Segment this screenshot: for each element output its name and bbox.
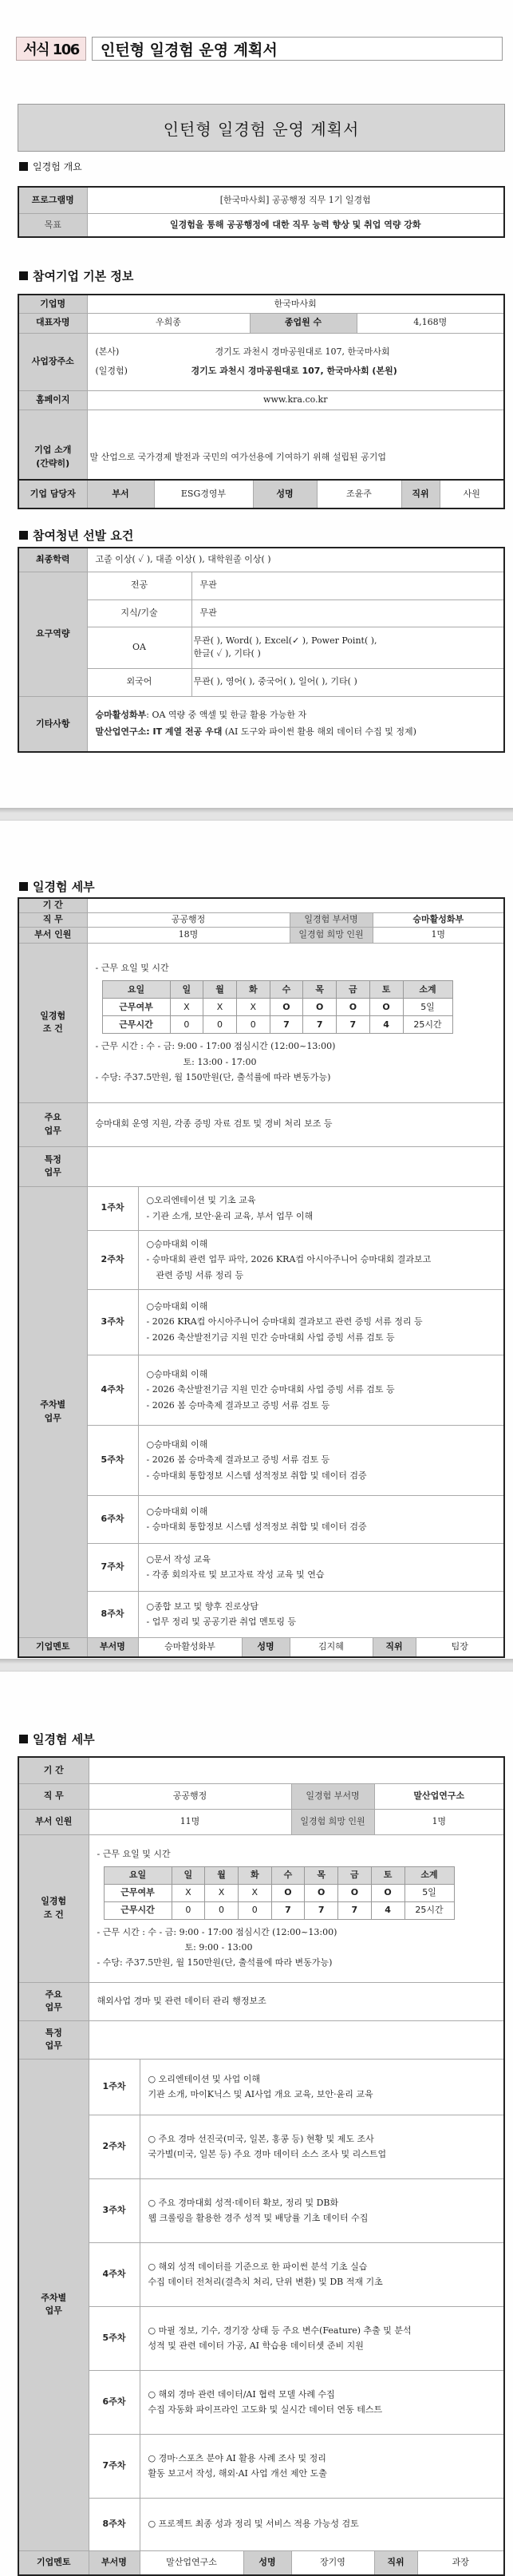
schedule-header: 월 [205,1866,239,1884]
schedule-header: 소계 [403,981,452,999]
schedule-header: 금 [337,981,370,999]
week-line: 수집 자동화 파이프라인 고도화 및 실시간 데이터 연동 테스트 [148,2404,383,2415]
section-label: 일경험 개요 [33,161,82,172]
period-value [87,898,504,912]
week-label: 4주차 [89,2242,140,2306]
schedule-cell: 근무여부 [102,999,170,1016]
contact-position-label: 직위 [401,480,440,508]
week-line: 웹 크롤링을 활용한 경주 성적 및 배당률 기초 데이터 수집 [148,2213,369,2223]
schedule-cell: X [203,999,237,1016]
week-content [138,1355,504,1425]
staff-value: 18명 [87,927,290,943]
schedule-header: 요일 [102,981,170,999]
work-condition-label [18,1834,89,1982]
hire-value: 1명 [373,927,504,943]
job-label: 직 무 [18,912,87,927]
goal-label: 목표 [18,213,87,237]
schedule-cell: O [270,999,303,1016]
week-content [138,1425,504,1495]
company-name-label: 기업명 [18,295,87,313]
week-content [138,1543,504,1591]
period-value [89,1757,504,1783]
ceo-label: 대표자명 [18,313,87,333]
mentor-dept-label: 부서명 [87,1637,138,1657]
special-duty-value [89,2020,504,2059]
week-line: ○승마대회 이해 [146,1439,208,1450]
ceo-value: 우희종 [87,313,250,333]
education-label: 최종학력 [18,548,87,572]
address-label: 사업장주소 [18,333,87,390]
overview-table [18,186,505,238]
hire-value: 1명 [374,1809,504,1834]
week-content [138,1186,504,1230]
week-line: ○ 해외 경마 관련 데이터/AI 협력 모델 사례 수집 [148,2388,335,2400]
hire-label: 일경험 희망 인원 [290,927,373,943]
special-duty-value [87,1146,504,1186]
week-label: 1주차 [87,1186,138,1230]
other-value [87,696,504,752]
hours-line-1: - 근무 시간 : 수 - 금: 9:00 - 17:00 점심시간 (12:00~13:00) [97,1926,337,1937]
schedule-header: 화 [236,981,270,999]
week-line: - 2026 KRA컵 아시아주니어 승마대회 결과보고 관련 증빙 서류 정리 등 [146,1316,423,1328]
week-line: 관련 증빙 서류 정리 등 [156,1269,244,1280]
details-table-1 [18,897,505,1658]
week-label: 6주차 [87,1495,138,1543]
main-duty-value: 해외사업 경마 및 관련 데이터 관리 행정보조 [89,1982,504,2020]
section-title-requirements [19,527,133,544]
schedule-cell: X [170,999,203,1016]
special-duty-label [18,2020,89,2059]
program-name-value: [한국마사회] 공공행정 직무 1기 일경험 [87,187,504,213]
week-line: ○오리엔테이션 및 기초 교육 [146,1195,256,1206]
week-line: ○ 주요 경마대회 성적·데이터 확보, 정리 및 DB화 [148,2197,339,2208]
schedule-cell: 5일 [404,1884,454,1901]
dept-value: 승마활성화부 [373,912,504,927]
employees-label: 종업원 수 [250,313,357,333]
schedule-cell: 4 [369,1016,403,1034]
contact-dept-value: ESG경영부 [154,480,253,508]
staff-label: 부서 인원 [18,1809,89,1834]
schedule-cell: 0 [236,1016,270,1034]
mentor-name-label: 성명 [242,1637,290,1657]
schedule-cell: O [305,1884,338,1901]
language-value: 무관( ), 영어( ), 중국어( ), 일어( ), 기타( ) [191,668,504,696]
pay-line: - 수당: 주37.5만원, 월 150만원(단, 출석률에 따라 변동가능) [95,1071,331,1082]
requirements-table [18,547,505,753]
major-label: 전공 [87,572,191,599]
week-label: 8주차 [87,1591,138,1637]
staff-label: 부서 인원 [18,927,87,943]
period-label: 기 간 [18,898,87,912]
week-line: - 승마대회 관련 업무 파악, 2026 KRA컵 아시아주니어 승마대회 결과보고 [146,1254,432,1265]
hours-line-2: 토: 13:00 - 17:00 [183,1056,257,1067]
details-table-2 [18,1756,505,2576]
schedule-title: - 근무 요일 및 시간 [95,963,169,973]
week-label: 4주차 [87,1355,138,1425]
homepage-label: 홈페이지 [18,390,87,410]
schedule-cell: O [303,999,337,1016]
schedule-header: 소계 [404,1866,454,1884]
week-label: 3주차 [87,1289,138,1355]
schedule-header: 토 [371,1866,404,1884]
week-label: 5주차 [87,1425,138,1495]
schedule-cell: 7 [337,1016,370,1034]
job-label: 직 무 [18,1783,89,1809]
week-content [140,2370,504,2434]
schedule-cell: 4 [371,1901,404,1919]
label-line: 주요 [44,1112,61,1122]
week-line: 국가별(미국, 일본 등) 주요 경마 데이터 소스 조사 및 리스트업 [148,2149,387,2159]
label-line: 주요 [45,1988,62,2000]
section-label: 일경험 세부 [33,880,95,894]
schedule-header: 금 [338,1866,372,1884]
week-line: ○ 오리엔테이션 및 사업 이해 [148,2073,260,2084]
job-value: 공공행정 [87,912,290,927]
week-line: ○ 해외 성적 데이터를 기준으로 한 파이썬 분석 기초 실습 [148,2261,368,2272]
week-label: 1주차 [89,2059,140,2115]
week-label: 2주차 [87,1230,138,1289]
main-duty-value: 승마대회 운영 지원, 각종 증빙 자료 검토 및 경비 처리 보조 등 [87,1102,504,1146]
week-label: 2주차 [89,2115,140,2178]
work-condition-value [89,1834,504,1982]
label-line: 주차별 [41,2292,67,2303]
week-content [140,2115,504,2178]
weekly-duty-label [18,2059,89,2550]
oa-value [191,627,504,668]
week-line: 활동 보고서 작성, 해외·AI 사업 개선 제안 도출 [148,2468,327,2479]
mentor-label: 기업멘토 [18,2550,89,2575]
schedule-header: 화 [238,1866,271,1884]
schedule-header: 요일 [104,1866,172,1884]
week-content [140,2178,504,2242]
week-line: 성적 및 관련 데이터 가공, AI 학습용 데이터셋 준비 지원 [148,2341,364,2351]
schedule-cell: O [337,999,370,1016]
week-label: 5주차 [89,2306,140,2370]
week-content [138,1230,504,1289]
schedule-cell: 근무시간 [102,1016,170,1034]
section-title-overview [19,160,82,173]
week-label: 8주차 [89,2498,140,2550]
competency-label: 요구역량 [18,572,87,696]
hq-address-tag: (본사) [95,346,120,357]
label-line: 업무 [45,2040,62,2051]
week-line: ○ 주요 경마 선진국(미국, 일본, 홍콩 등) 현황 및 제도 조사 [148,2133,374,2144]
form-number-badge: 서식 106 [16,37,86,61]
mentor-position-value: 팀장 [416,1637,504,1657]
schedule-header: 수 [270,981,303,999]
week-line: - 승마대회 통합정보 시스템 성적정보 취합 및 데이터 검증 [146,1521,367,1532]
skill-label: 지식/기술 [87,599,191,627]
page-separator [0,808,513,821]
mentor-position-value: 과장 [417,2550,504,2575]
schedule-cell: O [338,1884,372,1901]
mentor-dept-label: 부서명 [89,2550,140,2575]
section-title-details-1 [19,878,95,895]
square-bullet-icon [19,531,28,540]
week-line: ○문서 작성 교육 [146,1553,211,1565]
schedule-cell: O [369,999,403,1016]
schedule-cell: 근무여부 [104,1884,172,1901]
square-bullet-icon [19,162,28,171]
week-line: ○승마대회 이해 [146,1369,208,1380]
cond-label-1: 일경험 [41,1896,67,1906]
schedule-table [104,1866,455,1920]
contact-name-value: 조윤주 [317,480,401,508]
hours-line-1: - 근무 시간 : 수 - 금: 9:00 - 17:00 점심시간 (12:00~13:00) [95,1041,336,1052]
square-bullet-icon [19,271,28,280]
company-info-table [18,294,505,506]
schedule-cell: 25시간 [404,1901,454,1919]
schedule-cell: X [205,1884,239,1901]
education-value: 고졸 이상( ✓ ), 대졸 이상( ), 대학원졸 이상( ) [87,548,504,572]
schedule-cell: O [271,1884,305,1901]
mentor-label: 기업멘토 [18,1637,87,1657]
square-bullet-icon [19,1735,28,1743]
job-value: 공공행정 [89,1783,291,1809]
week-line: - 업무 정리 및 공공기관 취업 멘토링 등 [146,1616,297,1627]
section-title-company [19,267,133,284]
week-line: ○승마대회 이해 [146,1301,208,1312]
schedule-header: 일 [172,1866,205,1884]
schedule-cell: 5일 [403,999,452,1016]
schedule-cell: 0 [203,1016,237,1034]
mentor-dept-value: 승마활성화부 [138,1637,242,1657]
schedule-cell: 근무시간 [104,1901,172,1919]
schedule-cell: 7 [338,1901,372,1919]
weekly-duty-label [18,1186,87,1637]
oa-label: OA [87,627,191,668]
work-address-tag: (일경험) [95,366,128,376]
section-label: 참여청년 선발 요건 [33,528,134,543]
week-line: ○ 프로젝트 최종 성과 정리 및 서비스 적용 가능성 검토 [148,2519,359,2530]
dept-label: 일경험 부서명 [290,912,373,927]
label-line: 특정 [45,2027,62,2038]
address-value [87,333,504,390]
main-duty-label [18,1982,89,2020]
week-content [140,2306,504,2370]
section-title-details-2 [19,1731,95,1747]
skill-value: 무관 [191,599,504,627]
dept-label: 일경험 부서명 [291,1783,374,1809]
page-separator [0,1659,513,1672]
homepage-value[interactable]: www.kra.co.kr [87,390,504,410]
schedule-header: 수 [271,1866,305,1884]
schedule-header: 목 [303,981,337,999]
other-dept-2: 말산업연구소: IT 계열 전공 우대 [95,726,223,737]
cond-label-1: 일경험 [40,1010,66,1021]
contact-position-value: 사원 [440,480,504,508]
square-bullet-icon [19,882,28,891]
week-label: 7주차 [89,2434,140,2498]
week-line: 기관 소개, 마이K닉스 및 AI사업 개요 교육, 보안·윤리 교육 [148,2089,373,2099]
company-intro-value: 말 산업으로 국가경제 발전과 국민의 여가선용에 기여하기 위해 설립된 공기업 [87,410,504,505]
schedule-cell: O [371,1884,404,1901]
week-line: - 2026 축산발전기금 지원 민간 승마대회 사업 증빙 서류 검토 등 [146,1384,395,1395]
section-label: 일경험 세부 [33,1732,95,1747]
intro-label-line1: 기업 소개 [34,445,72,456]
week-line: ○ 마필 정보, 기수, 경기장 상태 등 주요 변수(Feature) 추출 및 분석 [148,2325,412,2336]
schedule-cell: 0 [238,1901,271,1919]
week-line: ○ 경마·스포츠 분야 AI 활용 사례 조사 및 정리 [148,2452,326,2463]
mentor-name-value: 장기영 [291,2550,374,2575]
schedule-cell: 25시간 [403,1016,452,1034]
label-line: 업무 [45,2002,62,2012]
intro-label-line2: (간략히) [36,457,70,469]
form-title: 인턴형 일경험 운영 계획서 [92,37,503,61]
section-label: 참여기업 기본 정보 [33,269,134,283]
hours-line-2: 토: 9:00 - 13:00 [184,1942,253,1953]
week-line: - 2026 봄 승마축제 결과보고 증빙 서류 검토 등 [146,1454,330,1466]
mentor-dept-value: 말산업연구소 [140,2550,243,2575]
schedule-cell: 7 [271,1901,305,1919]
label-line: 업무 [44,1412,61,1423]
other-label: 기타사항 [18,696,87,752]
other-desc-2: (AI 도구와 파이썬 활용 해외 데이터 수집 및 정제) [222,726,416,737]
company-name-value: 한국마사회 [87,295,504,313]
schedule-cell: X [172,1884,205,1901]
week-line: - 기관 소개, 보안·윤리 교육, 부서 업무 이해 [146,1210,314,1221]
week-line: ○종합 보고 및 향후 진로상담 [146,1601,258,1612]
contact-dept-label: 부서 [87,480,154,508]
goal-value: 일경험을 통해 공공행정에 대한 직무 능력 향상 및 취업 역량 강화 [87,213,504,237]
week-content [138,1289,504,1355]
mentor-position-label: 직위 [374,2550,417,2575]
schedule-cell: 7 [270,1016,303,1034]
program-name-label: 프로그램명 [18,187,87,213]
dept-value: 말산업연구소 [374,1783,504,1809]
hq-address: 경기도 과천시 경마공원대로 107, 한국마사회 [215,346,390,357]
schedule-header: 토 [369,981,403,999]
schedule-cell: X [238,1884,271,1901]
work-address: 경기도 과천시 경마공원대로 107, 한국마사회 (본원) [191,366,397,376]
period-label: 기 간 [18,1757,89,1783]
schedule-cell: 0 [170,1016,203,1034]
week-line: - 각종 회의자료 및 보고자료 작성 교육 및 연습 [146,1569,325,1580]
schedule-cell: 0 [172,1901,205,1919]
schedule-title: - 근무 요일 및 시간 [97,1848,171,1859]
oa-line-1: 무관( ), Word( ), Excel(✓ ), Power Point( ), [193,635,377,646]
oa-line-2: 한글( ✓ ), 기타( ) [193,648,261,659]
staff-value: 11명 [89,1809,291,1834]
week-line: 수집 데이터 전처리(결측치 처리, 단위 변환) 및 DB 적재 기초 [148,2277,383,2287]
week-content [138,1591,504,1637]
main-duty-label [18,1102,87,1146]
week-content [140,2242,504,2306]
hire-label: 일경험 희망 인원 [291,1809,374,1834]
company-contact-table [18,479,505,509]
cond-label-2: 조 건 [43,1909,64,1920]
schedule-header: 목 [305,1866,338,1884]
schedule-header: 월 [203,981,237,999]
label-line: 특정 [44,1153,61,1165]
week-label: 6주차 [89,2370,140,2434]
other-dept-1: 승마활성화부 [95,709,147,720]
work-condition-label [18,943,87,1102]
schedule-header: 일 [170,981,203,999]
week-content [138,1495,504,1543]
week-line: - 승마대회 통합정보 시스템 성적정보 취합 및 데이터 검증 [146,1470,367,1481]
week-line: - 2026 봄 승마축제 결과보고 증빙 서류 검토 등 [146,1399,330,1411]
document-title-banner: 인턴형 일경험 운영 계획서 [18,104,505,152]
week-label: 3주차 [89,2178,140,2242]
language-label: 외국어 [87,668,191,696]
week-line: - 2026 축산발전기금 지원 민간 승마대회 사업 증빙 서류 검토 등 [146,1332,395,1343]
label-line: 업무 [44,1167,61,1177]
week-label: 7주차 [87,1543,138,1591]
schedule-cell: 7 [303,1016,337,1034]
week-content [140,2434,504,2498]
special-duty-label [18,1146,87,1186]
label-line: 업무 [44,1125,61,1136]
other-desc-1: : OA 역량 중 액셀 및 한글 활용 가능한 자 [146,709,307,720]
mentor-name-label: 성명 [243,2550,291,2575]
contact-label: 기업 담당자 [18,480,87,508]
pay-line: - 수당: 주37.5만원, 월 150만원(단, 출석률에 따라 변동가능) [97,1957,333,1969]
contact-name-label: 성명 [253,480,317,508]
label-line: 주차별 [40,1399,66,1410]
schedule-table [102,980,453,1034]
week-line: ○승마대회 이해 [146,1239,208,1250]
mentor-name-value: 김지혜 [290,1637,373,1657]
week-content [140,2498,504,2550]
employees-value: 4,168명 [357,313,504,333]
mentor-position-label: 직위 [373,1637,416,1657]
schedule-cell: 0 [205,1901,239,1919]
major-value: 무관 [191,572,504,599]
work-condition-value [87,943,504,1102]
schedule-cell: 7 [305,1901,338,1919]
schedule-cell: X [236,999,270,1016]
label-line: 업무 [45,2305,62,2316]
cond-label-2: 조 건 [42,1023,63,1034]
week-line: ○승마대회 이해 [146,1506,208,1517]
week-content [140,2059,504,2115]
